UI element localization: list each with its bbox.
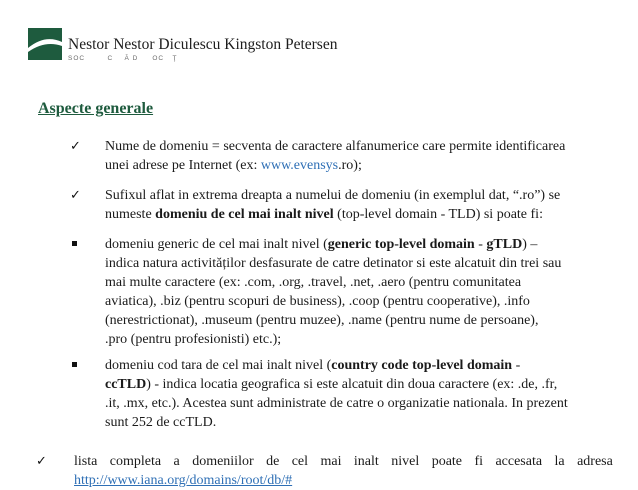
example-link[interactable]: www.evensys	[260, 158, 339, 173]
item-bold: generic top-level domain	[327, 237, 475, 252]
item-word: poate	[431, 454, 463, 469]
item-word: fi	[474, 454, 484, 469]
firm-subtitle: SOC C Ă D OC Ţ	[68, 55, 178, 62]
item-word: domeniilor	[192, 454, 254, 469]
square-bullet-icon	[72, 362, 77, 367]
item-word: mai	[320, 454, 342, 469]
page-title: Aspecte generale	[38, 100, 154, 117]
iana-link[interactable]: http://www.iana.org/domains/root/db/#	[74, 473, 293, 488]
item-line	[105, 205, 560, 224]
item-text: (top-level domain - TLD) si poate fi:	[333, 207, 543, 222]
item-bold: country code top-level domain	[331, 358, 513, 373]
item-word: de	[266, 454, 280, 469]
check-icon: ✓	[70, 188, 81, 203]
item-word: la	[554, 454, 565, 469]
item-line: Nume de domeniu = secventa de caractere alfanumerice care permite identificarea	[105, 139, 566, 154]
item-line: sunt 252 de ccTLD.	[105, 415, 217, 430]
item-word: lista	[74, 454, 98, 469]
item-text: ) –	[522, 237, 538, 252]
item-text: numeste	[105, 207, 156, 222]
list-item-tld	[105, 186, 560, 224]
list-item-domain-name	[105, 137, 565, 175]
item-line: Sufixul aflat in extrema dreapta a numelui de domeniu (in exemplul dat, “.ro”) se	[105, 188, 561, 203]
check-icon: ✓	[36, 454, 47, 469]
item-text: unei adrese pe Internet (ex:	[105, 158, 261, 173]
item-bold: domeniu de cel mai inalt nivel	[155, 207, 334, 222]
item-line: mai multe caractere (ex: .com, .org, .travel, .net, .aero (pentru comunitatea	[105, 275, 522, 290]
check-icon: ✓	[70, 139, 81, 154]
item-line	[74, 452, 613, 471]
list-item-iana	[74, 452, 613, 490]
list-item-cctld	[105, 356, 568, 432]
item-text: .ro);	[338, 158, 362, 173]
item-text: domeniu cod tara de cel mai inalt nivel (	[105, 358, 332, 373]
item-text: -	[512, 358, 521, 373]
square-bullet-icon	[72, 241, 77, 246]
item-line	[105, 235, 561, 254]
item-line	[74, 471, 613, 490]
item-line	[105, 356, 568, 375]
item-word: accesata	[495, 454, 543, 469]
item-line: (nerestrictionat), .museum (pentru muzee), .name (pentru nume de persoane),	[105, 313, 539, 328]
item-text: -	[474, 237, 487, 252]
item-line: indica natura activităților desfasurate de catre detinator si este alcatuit din trei sau	[105, 256, 562, 271]
firm-logo	[28, 28, 62, 60]
item-line	[105, 375, 568, 394]
item-word: a	[173, 454, 180, 469]
item-line: .pro (pentru profesionisti) etc.);	[105, 332, 282, 347]
list-item-gtld	[105, 235, 561, 349]
item-word: completa	[109, 454, 162, 469]
item-word: nivel	[391, 454, 420, 469]
item-text: ) - indica locatia geografica si este alcatuit din doua caractere (ex: .de, .fr,	[146, 377, 558, 392]
item-line	[105, 156, 565, 175]
item-text: domeniu generic de cel mai inalt nivel (	[105, 237, 328, 252]
item-word: adresa	[577, 454, 613, 469]
item-line: aviatica), .biz (pentru scopuri de business), .coop (pentru cooperative), .info	[105, 294, 530, 309]
item-line: .it, .mx, etc.). Acestea sunt administrate de catre o organizatie nationala. In prezent	[105, 396, 568, 411]
item-word: inalt	[353, 454, 379, 469]
item-bold: ccTLD	[105, 377, 147, 392]
item-bold: gTLD	[486, 237, 523, 252]
item-word: cel	[291, 454, 309, 469]
firm-name: Nestor Nestor Diculescu Kingston Petersen	[68, 36, 338, 53]
